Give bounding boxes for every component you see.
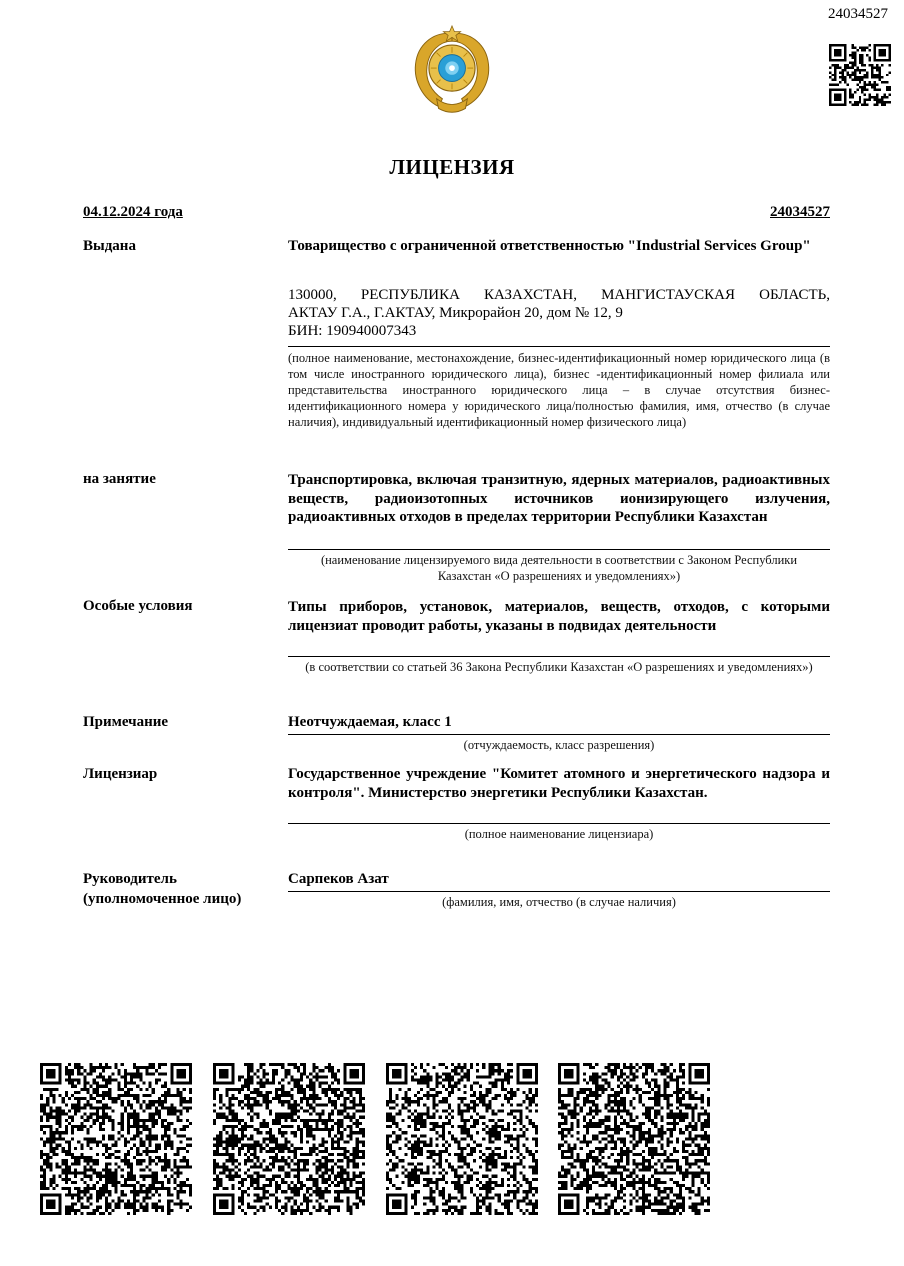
conditions-underline — [288, 656, 830, 657]
issued-label: Выдана — [83, 238, 136, 254]
qr-code-icon — [213, 1063, 365, 1215]
qr-code-icon — [558, 1063, 710, 1215]
note-underline — [288, 734, 830, 735]
activity-value: Транспортировка, включая транзитную, ядерных материалов, радиоактивных веществ, радиоизотопных источников ионизирующего излучения, радиоактивных отходов в пределах территории Республики Казахстан — [288, 472, 830, 525]
head-hint: (фамилия, имя, отчество (в случае наличия) — [442, 895, 676, 909]
qr-code-bottom-1 — [40, 1063, 192, 1215]
state-emblem — [404, 22, 500, 118]
activity-label: на занятие — [83, 471, 156, 487]
issued-address — [288, 286, 830, 340]
licensor-hint: (полное наименование лицензиара) — [464, 827, 654, 841]
note-hint: (отчуждаемость, класс разрешения) — [463, 738, 655, 752]
qr-code-bottom-2 — [213, 1063, 365, 1215]
conditions-label: Особые условия — [83, 598, 193, 614]
state-emblem-icon — [404, 22, 500, 118]
qr-code-top — [829, 44, 891, 106]
conditions-value: Типы приборов, установок, материалов, веществ, отходов, с которыми лицензиат проводит работы, указаны в подвидах деятельности — [288, 599, 830, 634]
qr-code-bottom-3 — [386, 1063, 538, 1215]
top-document-number: 24034527 — [828, 6, 888, 22]
licensor-underline — [288, 823, 830, 824]
license-number: 24034527 — [770, 204, 830, 220]
head-label-line2: (уполномоченное лицо) — [83, 891, 242, 907]
activity-hint: (наименование лицензируемого вида деятельности в соответствии с Законом Республики Казахстан «О разрешениях и уведомлениях») — [320, 553, 798, 583]
conditions-hint: (в соответствии со статьей 36 Закона Республики Казахстан «О разрешениях и уведомлениях») — [305, 660, 813, 674]
qr-code-bottom-4 — [558, 1063, 710, 1215]
licensor-value: Государственное учреждение "Комитет атомного и энергетического надзора и контроля". Министерство энергетики Республики Казахстан. — [288, 766, 830, 801]
licensor-label: Лицензиар — [83, 766, 158, 782]
head-underline — [288, 891, 830, 892]
qr-code-icon — [40, 1063, 192, 1215]
activity-underline — [288, 549, 830, 550]
note-value: Неотчуждаемая, класс 1 — [288, 714, 452, 730]
issued-hint: (полное наименование, местонахождение, бизнес-идентификационный номер юридического лица (в том числе иностранного юридического лица), бизнес -идентификационный номер филиала или представительства иностранного юридического лица – в случае отсутствия бизнес-идентификационного номера у юридического лица/полностью фамилия, имя, отчество (в случае наличия), индивидуальный идентификационный номер физического лица) — [288, 351, 830, 429]
issued-name: Товарищество с ограниченной ответственностью "Industrial Services Group" — [288, 238, 811, 254]
qr-code-icon — [386, 1063, 538, 1215]
issued-underline — [288, 346, 830, 347]
issued-bin: БИН: 190940007343 — [288, 323, 417, 339]
head-label-line1: Руководитель — [83, 871, 177, 887]
document-title: ЛИЦЕНЗИЯ — [389, 155, 515, 179]
head-value: Сарпеков Азат — [288, 871, 389, 887]
issue-date: 04.12.2024 года — [83, 204, 183, 220]
note-label: Примечание — [83, 714, 169, 730]
issued-address-line1: 130000, РЕСПУБЛИКА КАЗАХСТАН, МАНГИСТАУСКАЯ ОБЛАСТЬ, — [288, 287, 830, 303]
issued-address-line2: АКТАУ Г.А., Г.АКТАУ, Микрорайон 20, дом № 12, 9 — [288, 305, 623, 321]
qr-code-icon — [829, 44, 891, 106]
head-label — [83, 869, 241, 909]
